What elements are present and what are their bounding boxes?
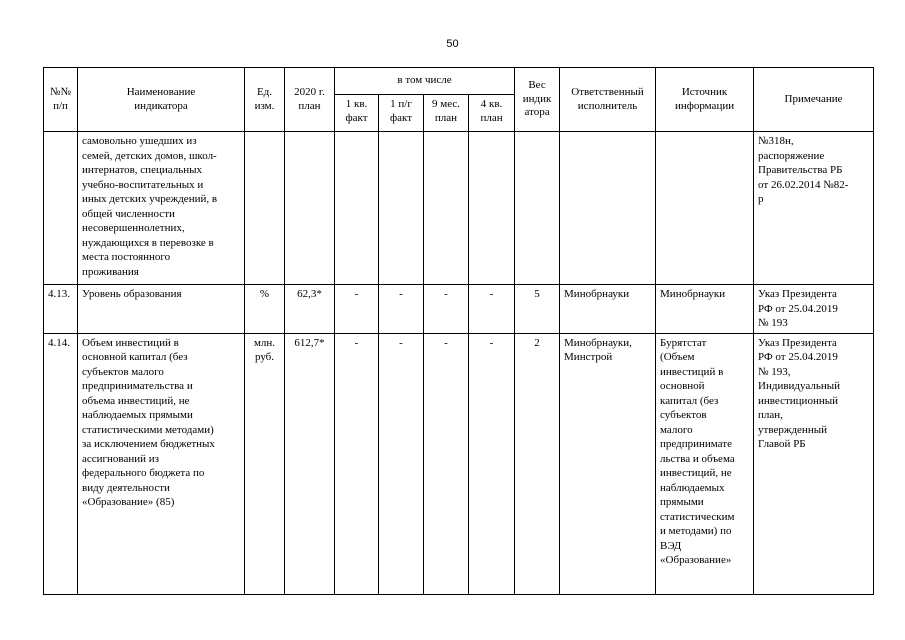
header-unit: Ед. изм.	[245, 68, 285, 132]
table-row	[44, 333, 874, 594]
cell-note: №318н, распоряжение Правительства РБ от 26.02.2014 №82- р	[754, 132, 874, 285]
cell-weight: 5	[515, 285, 560, 334]
header-row	[44, 68, 874, 95]
header-q1-fact: 1 кв. факт	[335, 95, 379, 132]
cell-q4: -	[469, 285, 515, 334]
cell-9m: -	[424, 333, 469, 594]
page-number: 50	[446, 38, 459, 50]
cell-h1	[379, 132, 424, 285]
table-row	[44, 285, 874, 334]
cell-source: Минобрнауки	[656, 285, 754, 334]
cell-weight: 2	[515, 333, 560, 594]
cell-plan-2020: 612,7*	[285, 333, 335, 594]
cell-q1: -	[335, 333, 379, 594]
cell-9m: -	[424, 285, 469, 334]
cell-name: Уровень образования	[78, 285, 245, 334]
header-weight: Вес индик атора	[515, 68, 560, 132]
cell-note: Указ Президента РФ от 25.04.2019 № 193, Индивидуальный инвестиционный план, утвержденный Главой РБ	[754, 333, 874, 594]
header-note: Примечание	[754, 68, 874, 132]
header-q4-plan: 4 кв. план	[469, 95, 515, 132]
cell-source	[656, 132, 754, 285]
cell-responsible	[560, 132, 656, 285]
cell-h1: -	[379, 333, 424, 594]
cell-9m	[424, 132, 469, 285]
cell-name: Объем инвестиций в основной капитал (без субъектов малого предпринимательства и объема инвестиций, не наблюдаемых прямыми статистическими методами) за исключением бюджетных ассигнований из федерального бюджета по виду деятельности «Образование» (85)	[78, 333, 245, 594]
cell-plan-2020: 62,3*	[285, 285, 335, 334]
cell-weight	[515, 132, 560, 285]
cell-q4	[469, 132, 515, 285]
header-name: Наименование индикатора	[78, 68, 245, 132]
cell-q4: -	[469, 333, 515, 594]
cell-responsible: Минобрнауки	[560, 285, 656, 334]
cell-unit: млн. руб.	[245, 333, 285, 594]
cell-unit	[245, 132, 285, 285]
header-plan-2020: 2020 г. план	[285, 68, 335, 132]
header-responsible: Ответственный исполнитель	[560, 68, 656, 132]
cell-responsible: Минобрнауки, Минстрой	[560, 333, 656, 594]
header-num: №№ п/п	[44, 68, 78, 132]
cell-q1	[335, 132, 379, 285]
header-source: Источник информации	[656, 68, 754, 132]
cell-name: самовольно ушедших из семей, детских домов, школ- интернатов, специальных учебно-воспитательных и иных детских учреждений, в общей численности несовершеннолетних, нуждающихся в перевозке в места постоянного проживания	[78, 132, 245, 285]
cell-num: 4.14.	[44, 333, 78, 594]
cell-note: Указ Президента РФ от 25.04.2019 № 193	[754, 285, 874, 334]
table-row	[44, 132, 874, 285]
indicators-table	[43, 67, 874, 595]
cell-num	[44, 132, 78, 285]
cell-q1: -	[335, 285, 379, 334]
header-9m-plan: 9 мес. план	[424, 95, 469, 132]
cell-source: Бурятстат (Объем инвестиций в основной капитал (без субъектов малого предпринимате льства и объема инвестиций, не наблюдаемых прямыми статистическим и методами) по ВЭД «Образование»	[656, 333, 754, 594]
cell-plan-2020	[285, 132, 335, 285]
header-including: в том числе	[335, 68, 515, 95]
cell-unit: %	[245, 285, 285, 334]
header-h1-fact: 1 п/г факт	[379, 95, 424, 132]
cell-num: 4.13.	[44, 285, 78, 334]
cell-h1: -	[379, 285, 424, 334]
